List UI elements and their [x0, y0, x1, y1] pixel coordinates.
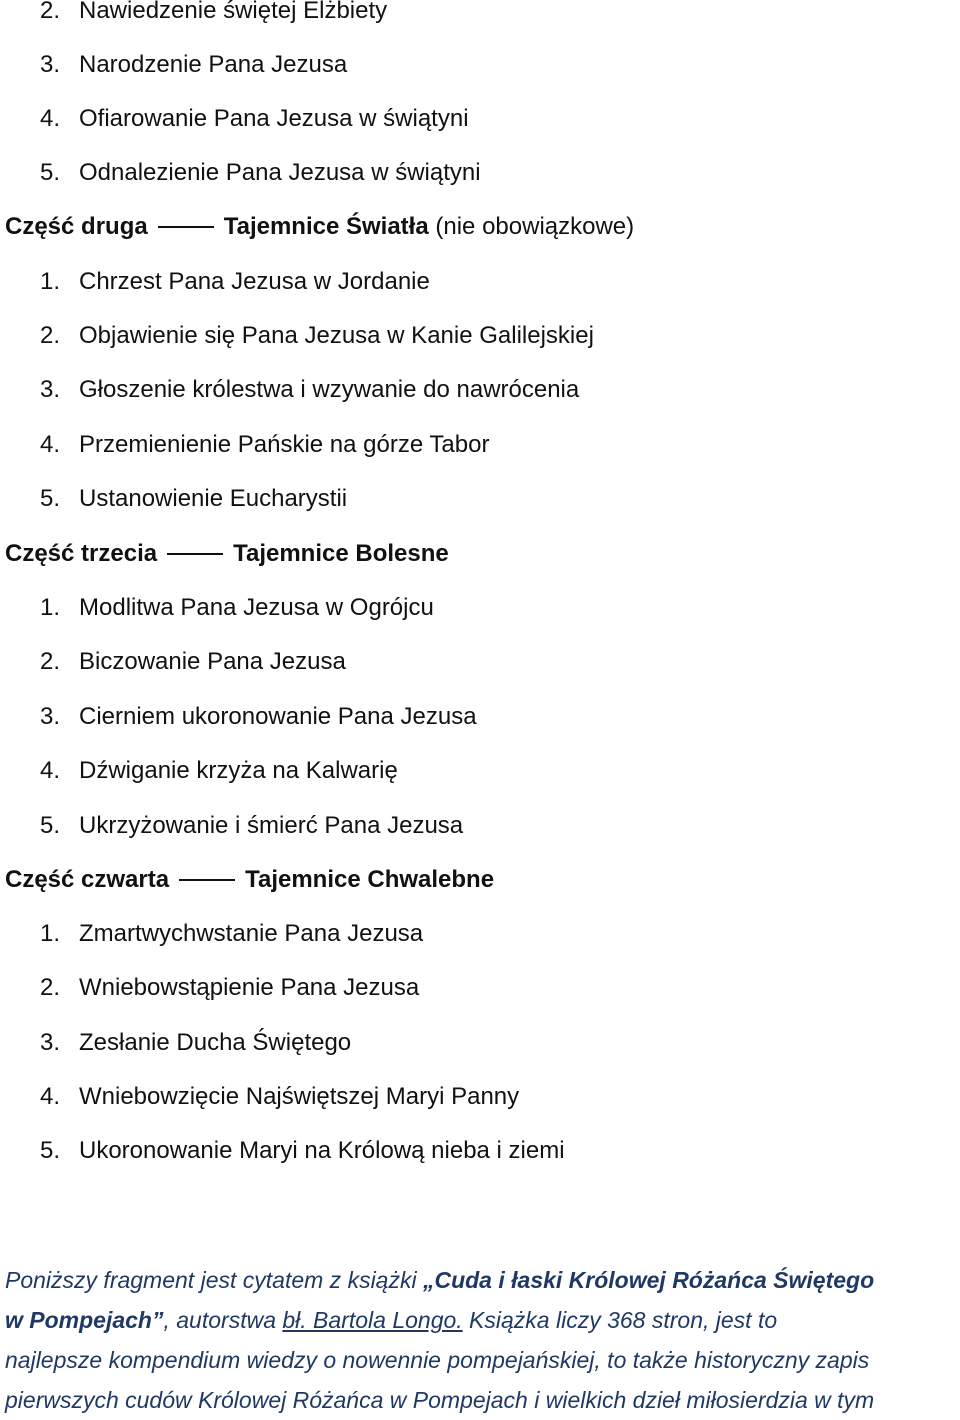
- book-title: „Cuda i łaski Królowej Różańca Świętego: [422, 1267, 875, 1293]
- quote-paragraph: [5, 1260, 960, 1420]
- quote-line-2: w Pompejach”, autorstwa bł. Bartola Longo. Książka liczy 368 stron, jest to: [5, 1307, 778, 1333]
- list-item: 3. Cierniem ukoronowanie Pana Jezusa: [40, 703, 477, 730]
- list-item: 3. Głoszenie królestwa i wzywanie do nawrócenia: [40, 376, 580, 403]
- list-item: 1. Chrzest Pana Jezusa w Jordanie: [40, 268, 430, 295]
- em-dash: [158, 226, 214, 228]
- list-item: 2. Wniebowstąpienie Pana Jezusa: [40, 974, 420, 1001]
- list-item: 5. Ukrzyżowanie i śmierć Pana Jezusa: [40, 812, 464, 839]
- list-item: 2. Objawienie się Pana Jezusa w Kanie Galilejskiej: [40, 322, 594, 349]
- list-item: 4. Przemienienie Pańskie na górze Tabor: [40, 431, 490, 458]
- quote-line-1: Poniższy fragment jest cytatem z książki „Cuda i łaski Królowej Różańca Świętego: [5, 1267, 875, 1293]
- list-item: 3. Zesłanie Ducha Świętego: [40, 1029, 352, 1056]
- list-item: 2. Biczowanie Pana Jezusa: [40, 648, 346, 675]
- quote-line-4: pierwszych cudów Królowej Różańca w Pompejach i wielkich dzieł miłosierdzia w tym: [5, 1387, 875, 1413]
- list-item: 2. Nawiedzenie świętej Elżbiety: [40, 0, 388, 24]
- author-link[interactable]: bł. Bartola Longo.: [282, 1307, 463, 1333]
- em-dash: [167, 553, 223, 555]
- list-item: 4. Wniebowzięcie Najświętszej Maryi Panny: [40, 1083, 520, 1110]
- list-item: 1. Zmartwychwstanie Pana Jezusa: [40, 920, 424, 947]
- quote-line-3: najlepsze kompendium wiedzy o nowennie pompejańskiej, to także historyczny zapis: [5, 1347, 870, 1373]
- book-title-end: w Pompejach”: [5, 1307, 164, 1333]
- list-item: 5. Ustanowienie Eucharystii: [40, 485, 348, 512]
- list-item: 3. Narodzenie Pana Jezusa: [40, 51, 348, 78]
- section-heading-sorrowful: Część trzecia Tajemnice Bolesne: [5, 540, 449, 567]
- list-item: 5. Ukoronowanie Maryi na Królową nieba i ziemi: [40, 1137, 565, 1164]
- list-item: 4. Dźwiganie krzyża na Kalwarię: [40, 757, 398, 784]
- section-heading-glorious: Część czwarta Tajemnice Chwalebne: [5, 866, 495, 893]
- list-item: 1. Modlitwa Pana Jezusa w Ogrójcu: [40, 594, 434, 621]
- list-item: 5. Odnalezienie Pana Jezusa w świątyni: [40, 159, 481, 186]
- list-item: 4. Ofiarowanie Pana Jezusa w świątyni: [40, 105, 469, 132]
- section-heading-light: Część druga Tajemnice Światła (nie obowiązkowe): [5, 213, 635, 240]
- em-dash: [179, 879, 235, 881]
